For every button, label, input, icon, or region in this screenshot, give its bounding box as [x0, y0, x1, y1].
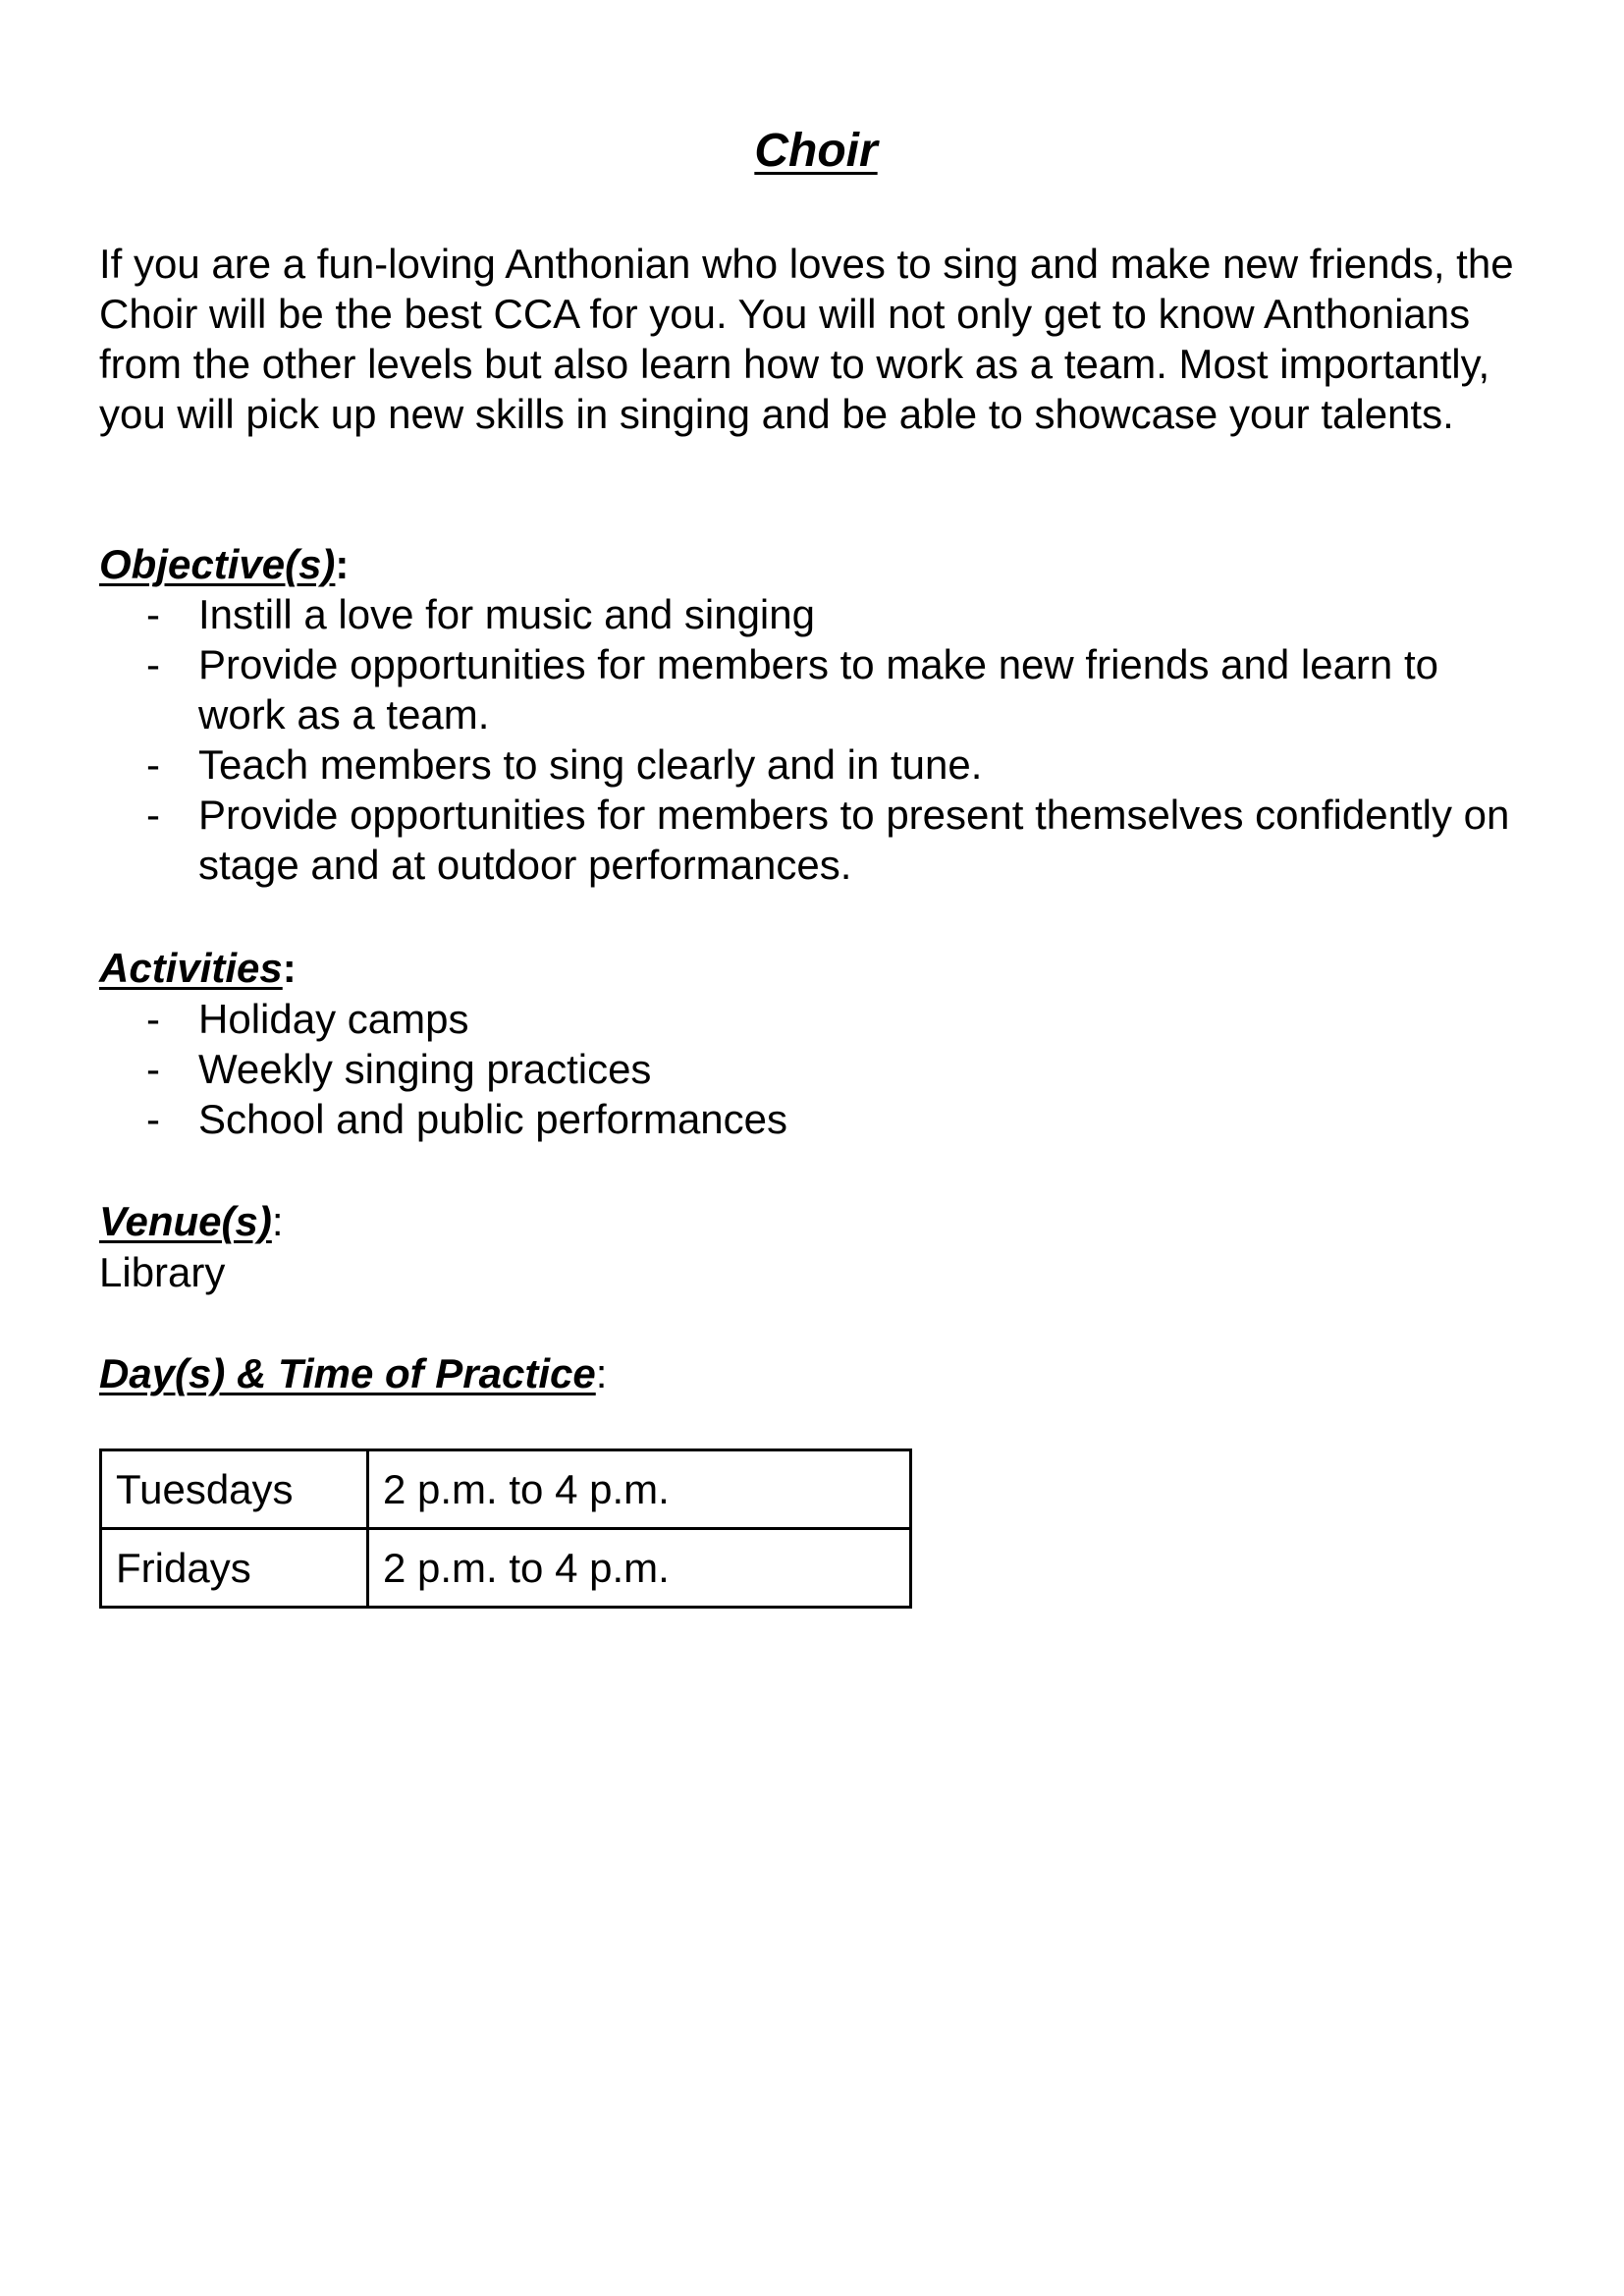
intro-paragraph: If you are a fun-loving Anthonian who loves to sing and make new friends, the Choir will be the best CCA for you. You will not only get to know Anthonians from the other levels but also learn how to work as a team. Most importantly, you will pick up new skills in singing and be able to showcase your talents. [99, 241, 1514, 437]
list-dash: - [146, 1046, 160, 1092]
activities-list [99, 994, 1533, 1144]
objectives-heading-text: Objective(s) [99, 541, 336, 587]
list-item [99, 1044, 1533, 1094]
objectives-list [99, 589, 1533, 890]
table-row [101, 1450, 911, 1529]
practice-heading-colon: : [595, 1350, 608, 1396]
objective-text: Teach members to sing clearly and in tune. [198, 741, 983, 788]
activity-text: Weekly singing practices [198, 1046, 652, 1092]
objectives-heading [99, 539, 349, 589]
objective-text: Instill a love for music and singing [198, 591, 815, 637]
list-item [99, 589, 1533, 639]
list-item [99, 1094, 1533, 1144]
list-dash: - [146, 792, 160, 838]
schedule-time-cell: 2 p.m. to 4 p.m. [368, 1450, 911, 1529]
objective-text: Provide opportunities for members to present themselves confidently on stage and at outdoor performances. [198, 792, 1510, 888]
schedule-time-cell: 2 p.m. to 4 p.m. [368, 1529, 911, 1608]
list-item [99, 639, 1533, 739]
schedule-day-cell: Fridays [101, 1529, 368, 1608]
activities-heading-text: Activities [99, 945, 283, 991]
objectives-heading-colon: : [335, 541, 350, 587]
list-item [99, 790, 1533, 890]
page-title: Choir [754, 125, 878, 177]
schedule-day-cell: Tuesdays [101, 1450, 368, 1529]
list-item [99, 994, 1533, 1044]
table-row [101, 1529, 911, 1608]
practice-heading-text: Day(s) & Time of Practice [99, 1350, 596, 1396]
practice-heading [99, 1348, 607, 1398]
list-dash: - [146, 641, 160, 687]
list-dash: - [146, 741, 160, 788]
list-dash: - [146, 591, 160, 637]
activity-text: Holiday camps [198, 996, 469, 1042]
venue-heading [99, 1196, 284, 1246]
venue-heading-colon: : [271, 1198, 284, 1244]
list-item [99, 739, 1533, 790]
list-dash: - [146, 1096, 160, 1142]
activities-heading [99, 943, 297, 993]
list-dash: - [146, 996, 160, 1042]
venue-value: Library [99, 1249, 226, 1295]
activity-text: School and public performances [198, 1096, 788, 1142]
practice-schedule-table [99, 1449, 912, 1609]
activities-heading-colon: : [282, 945, 297, 991]
venue-heading-text: Venue(s) [99, 1198, 272, 1244]
objective-text: Provide opportunities for members to make new friends and learn to work as a team. [198, 641, 1438, 738]
